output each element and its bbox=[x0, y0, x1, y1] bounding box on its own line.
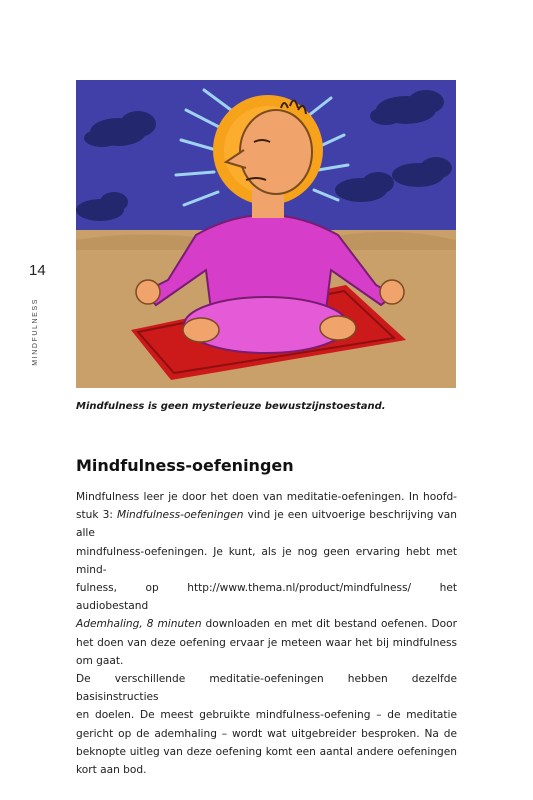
running-head: MINDFULNESS bbox=[32, 298, 39, 366]
text-run: vind je een uitvoerige beschrijving van alle bbox=[76, 509, 457, 540]
text-line: fulness, op http://www.thema.nl/product/mindfulness/ het audiobestand bbox=[76, 582, 457, 613]
figure-caption: Mindfulness is geen mysterieuze bewustzijnstoestand. bbox=[76, 401, 386, 412]
text-line: en doelen. De meest gebruikte mindfulness-oefening – de meditatie bbox=[76, 709, 457, 722]
body-text bbox=[76, 488, 457, 779]
audio-file-title: Ademhaling, 8 minuten bbox=[76, 618, 202, 631]
text-line: De verschillende meditatie-oefeningen hebben dezelfde basisinstructies bbox=[76, 673, 457, 704]
text-run: downloaden en met dit bestand oefenen. Door bbox=[201, 618, 457, 631]
text-line: gericht op de ademhaling – wordt wat uitgebreider besproken. Na de bbox=[76, 727, 457, 740]
text-line: Mindfulness leer je door het doen van meditatie-oefeningen. In hoofd- bbox=[76, 491, 457, 503]
section-heading: Mindfulness-oefeningen bbox=[76, 456, 294, 475]
page-number: 14 bbox=[29, 262, 46, 279]
text-line bbox=[76, 506, 457, 542]
text-run: stuk 3: bbox=[76, 509, 117, 522]
paragraph-2 bbox=[76, 670, 457, 779]
head bbox=[240, 110, 312, 194]
text-line: om gaat. bbox=[76, 654, 124, 667]
meditation-illustration bbox=[76, 80, 456, 388]
text-line: kort aan bod. bbox=[76, 764, 147, 777]
paragraph-1 bbox=[76, 488, 457, 670]
text-line: beknopte uitleg van deze oefening komt een aantal andere oefeningen bbox=[76, 745, 457, 758]
text-line: het doen van deze oefening ervaar je meteen waar het bij mindfulness bbox=[76, 636, 457, 649]
chapter-reference: Mindfulness-oefeningen bbox=[116, 509, 244, 522]
text-line bbox=[76, 615, 457, 633]
text-line: mindfulness-oefeningen. Je kunt, als je nog geen ervaring hebt met mind- bbox=[76, 545, 457, 576]
